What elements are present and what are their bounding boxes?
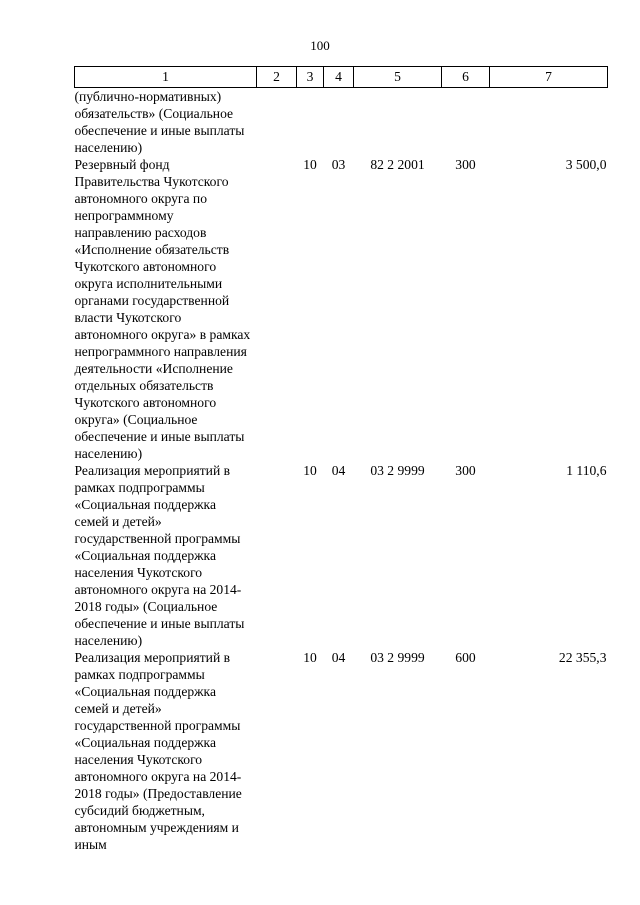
row-empty [257, 649, 297, 853]
row-target: 03 2 9999 [370, 463, 425, 478]
row-subsection [324, 88, 354, 157]
row-subsection: 04 [331, 650, 346, 665]
page-number: 100 [310, 38, 330, 53]
table-row [75, 88, 608, 157]
table-row [75, 156, 608, 462]
row-target: 82 2 2001 [370, 157, 425, 172]
header-col-3: 3 [297, 67, 324, 88]
table-row [75, 649, 608, 853]
row-expense-type [442, 88, 490, 157]
header-col-6: 6 [442, 67, 490, 88]
header-col-1: 1 [75, 67, 257, 88]
row-amount: 3 500,0 [565, 157, 607, 172]
row-section: 10 [303, 157, 317, 172]
row-expense-type: 300 [455, 463, 476, 478]
row-expense-type: 300 [455, 157, 476, 172]
table-row [75, 462, 608, 649]
row-empty [257, 462, 297, 649]
row-name: Реализация мероприятий в рамках подпрограммы «Социальная поддержка семей и детей» государственной программы «Социальная поддержка населения Чукотского автономного округа на 2014-2018 годы» (Предоставление субсидий бюджетным, автономным учреждениям и иным [74, 650, 242, 852]
row-target [354, 88, 442, 157]
row-name: (публично-нормативных) обязательств» (Социальное обеспечение и иные выплаты населению) [74, 89, 245, 155]
row-subsection: 04 [331, 463, 346, 478]
row-name: Резервный фонд Правительства Чукотского автономного округа по непрограммному направлению расходов «Исполнение обязательств Чукотского автономного округа исполнительными органами государственной власти Чукотского автономного округа» в рамках непрограммного направления деятельности «Исполнение отдельных обязательств Чукотского автономного округа» (Социальное обеспечение и иные выплаты населению) [74, 157, 251, 461]
row-name: Реализация мероприятий в рамках подпрограммы «Социальная поддержка семей и детей» государственной программы «Социальная поддержка населения Чукотского автономного округа на 2014-2018 годы» (Социальное обеспечение и иные выплаты населению) [74, 463, 245, 648]
row-expense-type: 600 [455, 650, 476, 665]
row-amount: 22 355,3 [558, 650, 607, 665]
row-empty [257, 156, 297, 462]
row-target: 03 2 9999 [370, 650, 425, 665]
row-amount [490, 88, 608, 157]
row-empty [257, 88, 297, 157]
row-section: 10 [303, 463, 317, 478]
row-amount: 1 110,6 [566, 463, 607, 478]
row-section [297, 88, 324, 157]
header-col-4: 4 [324, 67, 354, 88]
header-col-7: 7 [490, 67, 608, 88]
row-subsection: 03 [331, 157, 346, 172]
row-section: 10 [303, 650, 317, 665]
header-row [75, 67, 608, 88]
header-col-5: 5 [354, 67, 442, 88]
budget-table [74, 66, 608, 853]
header-col-2: 2 [257, 67, 297, 88]
